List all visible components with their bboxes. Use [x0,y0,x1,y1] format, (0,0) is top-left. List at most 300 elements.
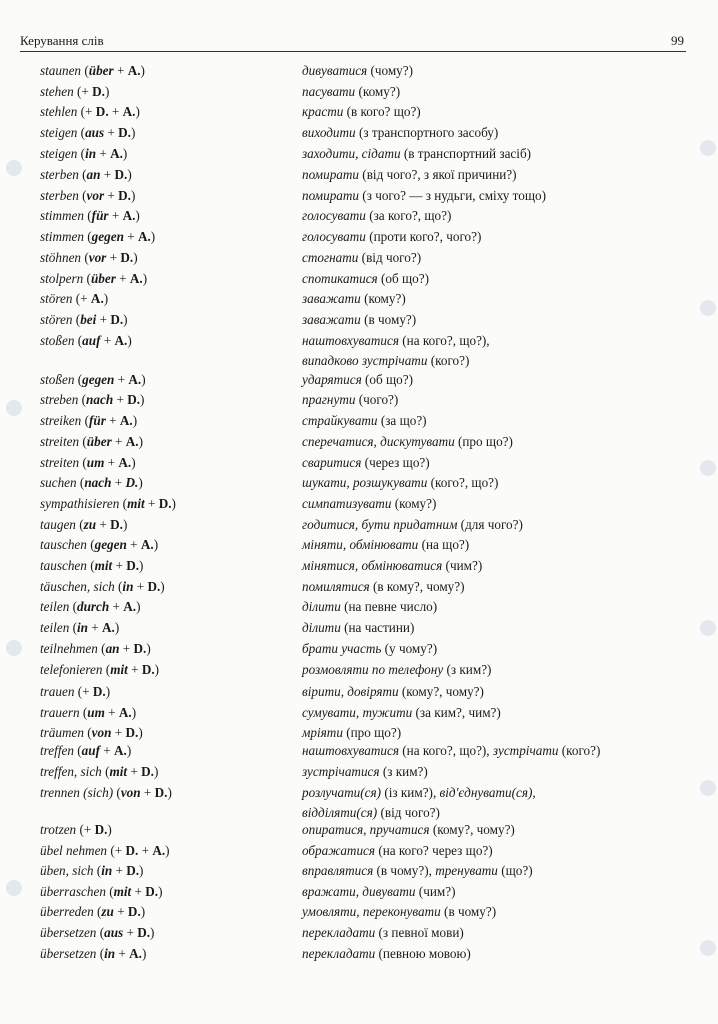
plain-text: ( [79,705,88,720]
german-verb [40,125,135,141]
plain-text: (про що?) [454,434,513,449]
plain-text: ) [105,684,111,699]
plain-text: (із ким?), [381,785,440,800]
term: trennen (sich) [40,785,114,800]
german-verb [40,291,108,307]
term: täuschen, sich [40,579,115,594]
preposition: zu [101,904,114,919]
case-marker: A. [125,434,139,449]
term: sterben [40,167,79,182]
ukrainian-translation-continued [302,805,440,821]
case-marker: D. [92,84,105,99]
term: тренувати [435,863,498,878]
ukrainian-translation [302,884,455,900]
plain-text: ) [146,641,151,656]
term: stehen [40,84,74,99]
case-marker: D. [94,822,108,837]
plain-text: + [131,884,146,899]
plain-text: ) [133,250,138,265]
plain-text: (на кого?, що?), [398,743,493,758]
plain-text: + [106,250,121,265]
term: спотикатися [302,271,378,286]
german-verb [40,764,158,780]
preposition: von [91,725,112,740]
plain-text: ) [127,333,132,348]
term: опиратися, пручатися [302,822,430,837]
preposition: in [122,579,134,594]
preposition: für [88,413,106,428]
plain-text: (+ [74,684,93,699]
ukrainian-translation [302,537,469,553]
case-marker: A. [118,705,132,720]
preposition: bei [80,312,97,327]
plain-text: ) [139,558,144,573]
ukrainian-translation [302,271,429,287]
plain-text: ( [83,725,92,740]
plain-text: (кого?) [558,743,601,758]
watermark-logo-icon [700,940,716,956]
german-verb [40,946,146,962]
plain-text: + [112,863,127,878]
plain-text: + [140,785,155,800]
plain-text: + [127,662,142,677]
plain-text: + [138,843,153,858]
plain-text: ) [171,496,176,511]
term: вражати, дивувати [302,884,416,899]
term: stören [40,312,73,327]
term: страйкувати [302,413,378,428]
plain-text: + [109,599,124,614]
plain-text: + [126,537,141,552]
plain-text: (кого?) [427,353,470,368]
term: помирати [302,188,359,203]
ukrainian-translation [302,641,437,657]
plain-text: + [96,146,111,161]
preposition: aus [104,925,124,940]
term: telefonieren [40,662,103,677]
plain-text: + [96,312,111,327]
case-marker: A. [128,372,142,387]
plain-text: (за що?) [377,413,427,428]
plain-text: ( [76,475,85,490]
plain-text: (об що?) [361,372,414,387]
case-marker: A. [119,413,133,428]
term: голосувати [302,208,366,223]
ukrainian-translation [302,455,430,471]
ukrainian-translation-continued [302,353,469,369]
case-marker: D. [126,863,140,878]
plain-text: ) [140,904,146,919]
ukrainian-translation [302,146,531,162]
preposition: um [87,705,105,720]
plain-text: (з ким?) [443,662,492,677]
term: від'єднувати(ся), [439,785,536,800]
case-marker: A. [123,599,137,614]
plain-text: + [113,904,128,919]
ukrainian-translation [302,333,490,349]
german-verb [40,620,119,636]
case-marker: D. [120,250,134,265]
term: trotzen [40,822,77,837]
plain-text: (через що?) [361,455,430,470]
case-marker: A. [129,946,142,961]
german-verb [40,684,110,700]
term: taugen [40,517,76,532]
term: мріяти [302,725,343,740]
case-marker: D. [154,785,168,800]
plain-text: (про що?) [342,725,402,740]
case-marker: D. [137,925,151,940]
plain-text: (+ [77,104,96,119]
watermark-logo-icon [700,620,716,636]
plain-text: + [104,455,119,470]
plain-text: ) [122,146,128,161]
ukrainian-translation [302,684,484,700]
running-header-title: Керування слів [20,33,104,48]
case-marker: D. [145,884,159,899]
plain-text: ( [72,312,81,327]
ukrainian-translation [302,167,517,183]
case-marker: D. [110,517,123,532]
plain-text: + [111,434,126,449]
plain-text: (в чому?) [360,312,417,327]
plain-text: ( [78,167,87,182]
plain-text: (з ким?) [379,764,428,779]
ukrainian-translation [302,843,493,859]
term: sterben [40,188,79,203]
ukrainian-translation [302,496,436,512]
preposition: aus [85,125,105,140]
ukrainian-translation [302,434,513,450]
plain-text: + [104,705,119,720]
watermark-logo-icon [700,460,716,476]
case-marker: D. [114,167,128,182]
german-verb [40,250,138,266]
plain-text: ) [158,884,163,899]
preposition: über [90,271,116,286]
plain-text: ( [77,125,86,140]
term: sympathisieren [40,496,120,511]
plain-text: ( [101,764,110,779]
german-verb [40,496,176,512]
watermark-logo-icon [700,140,716,156]
plain-text: (на частини) [340,620,415,635]
plain-text: ) [103,291,109,306]
german-verb [40,208,140,224]
ukrainian-translation [302,475,498,491]
term: überreden [40,904,94,919]
case-marker: A. [127,63,141,78]
plain-text: ) [167,785,172,800]
german-verb [40,104,140,120]
case-marker: D. [141,764,154,779]
plain-text: ( [74,333,83,348]
plain-text: ( [96,925,105,940]
plain-text: ) [140,392,145,407]
plain-text: (в кому?, чому?) [369,579,465,594]
german-verb [40,517,127,533]
term: trauern [40,705,80,720]
plain-text: ( [78,188,87,203]
watermark-logo-icon [6,160,22,176]
plain-text: ) [131,705,137,720]
watermark-logo-icon [6,640,22,656]
term: stoßen [40,333,75,348]
term: симпатизувати [302,496,392,511]
ukrainian-translation [302,904,496,920]
preposition: vor [88,250,107,265]
term: розлучати(ся) [302,785,382,800]
term: üben, sich [40,863,94,878]
ukrainian-translation [302,250,421,266]
plain-text: ) [126,743,132,758]
term: розмовляти по телефону [302,662,444,677]
preposition: mit [110,662,128,677]
german-verb [40,333,132,349]
plain-text: (певною мовою) [375,946,471,961]
plain-text: (чому?) [367,63,414,78]
ukrainian-translation [302,372,413,388]
term: stimmen [40,229,84,244]
case-marker: D. [127,904,141,919]
plain-text: + [88,620,103,635]
plain-text: + [119,641,134,656]
ukrainian-translation [302,84,400,100]
german-verb [40,925,154,941]
case-marker: D. [147,579,161,594]
plain-text: (в кого? що?) [343,104,421,119]
plain-text: (на кого?, що?), [398,333,490,348]
plain-text: (+ [72,291,91,306]
plain-text: ( [86,537,95,552]
plain-text: (кому?, чому?) [429,822,515,837]
plain-text: (що?) [497,863,533,878]
case-marker: D. [125,725,139,740]
ukrainian-translation [302,764,428,780]
plain-text: (для чого?) [457,517,523,532]
german-verb [40,84,109,100]
preposition: über [88,63,114,78]
plain-text: ) [130,188,136,203]
preposition: nach [84,475,112,490]
plain-text: ( [113,785,121,800]
ukrainian-translation [302,863,533,879]
german-verb [40,63,145,79]
case-marker: A. [137,229,151,244]
term: пасувати [302,84,356,99]
plain-text: ) [138,475,143,490]
case-marker: D. [126,558,140,573]
preposition: an [105,641,120,656]
plain-text: + [111,725,126,740]
plain-text: ) [138,434,143,449]
preposition: von [120,785,141,800]
term: наштовхуватися [302,333,399,348]
term: stöhnen [40,250,82,265]
term: виходити [302,125,356,140]
preposition: auf [82,333,101,348]
preposition: auf [81,743,100,758]
ukrainian-translation [302,558,482,574]
case-marker: A. [110,146,123,161]
plain-text: + [113,63,128,78]
preposition: in [101,863,113,878]
term: streiken [40,413,82,428]
plain-text: ( [79,434,87,449]
ukrainian-translation [302,63,413,79]
case-marker: A. [122,208,136,223]
term: stimmen [40,208,84,223]
german-verb [40,822,112,838]
plain-text: (на кого? через що?) [375,843,493,858]
german-verb [40,455,136,471]
german-verb [40,743,131,759]
preposition: um [86,455,105,470]
case-marker: A. [140,537,154,552]
german-verb [40,434,143,450]
german-verb [40,372,146,388]
plain-text: (в чому?), [373,863,436,878]
case-marker: D. [92,684,106,699]
plain-text: + [111,475,126,490]
ukrainian-translation [302,599,437,615]
plain-text: ( [81,63,89,78]
term: steigen [40,146,78,161]
plain-text: (чим?) [415,884,456,899]
plain-text: (кому?, чому?) [398,684,484,699]
ukrainian-translation [302,104,421,120]
term: умовляти, переконувати [302,904,441,919]
term: перекладати [302,946,376,961]
german-verb [40,413,137,429]
term: staunen [40,63,82,78]
case-marker: A. [90,291,104,306]
plain-text: (+ [76,822,95,837]
term: übersetzen [40,925,97,940]
preposition: gegen [91,229,124,244]
plain-text: (чого?) [355,392,399,407]
ukrainian-translation [302,188,546,204]
plain-text: + [115,271,130,286]
case-marker: A. [114,743,127,758]
german-verb [40,167,132,183]
term: випадково зустрічати [302,353,428,368]
plain-text: (проти кого?, чого?) [365,229,482,244]
plain-text: ( [83,229,92,244]
plain-text: (чим?) [442,558,483,573]
term: годитися, бути придатним [302,517,458,532]
preposition: zu [83,517,97,532]
plain-text: ( [69,620,77,635]
plain-text: ( [97,641,106,656]
german-verb [40,392,144,408]
plain-text: + [133,579,148,594]
plain-text: ) [122,517,128,532]
plain-text: (з певної мови) [375,925,464,940]
plain-text: (кому?) [355,84,401,99]
term: шукати, розшукувати [302,475,428,490]
german-verb [40,271,147,287]
plain-text: ( [81,250,89,265]
plain-text: ) [123,312,128,327]
plain-text: ) [154,662,160,677]
ukrainian-translation [302,925,464,941]
plain-text: (від чого?) [358,250,422,265]
plain-text: ( [105,884,114,899]
term: teilen [40,599,70,614]
plain-text: ( [83,271,91,286]
ukrainian-translation [302,620,414,636]
term: сперечатися, дискутувати [302,434,455,449]
plain-text: (за ким?, чим?) [412,705,501,720]
preposition: über [86,434,112,449]
plain-text: ( [73,743,82,758]
german-verb [40,725,143,741]
term: trauen [40,684,75,699]
term: steigen [40,125,78,140]
plain-text: (від чого?, з якої причини?) [359,167,517,182]
ukrainian-translation [302,725,401,741]
german-verb [40,641,151,657]
ukrainian-translation [302,413,427,429]
plain-text: + [112,558,127,573]
plain-text: ) [150,925,155,940]
plain-text: ) [130,125,136,140]
term: ділити [302,599,341,614]
german-verb [40,904,145,920]
term: stolpern [40,271,84,286]
plain-text: + [100,167,115,182]
plain-text: ( [75,517,84,532]
plain-text: (у чому?) [381,641,438,656]
plain-text: ) [139,863,144,878]
plain-text: ( [102,662,111,677]
plain-text: ) [140,63,145,78]
plain-text: ( [69,599,77,614]
plain-text: ( [86,558,95,573]
case-marker: D. [141,662,155,677]
plain-text: + [127,764,142,779]
ukrainian-translation [302,822,515,838]
term: перекладати [302,925,376,940]
german-verb [40,884,163,900]
plain-text: ) [138,725,143,740]
preposition: in [77,620,88,635]
german-verb [40,785,172,801]
case-marker: D. [118,188,131,203]
plain-text: ( [74,372,83,387]
preposition: in [104,946,116,961]
term: голосувати [302,229,366,244]
german-verb [40,312,128,328]
preposition: nach [86,392,114,407]
term: streiten [40,434,80,449]
plain-text: (за кого?, що?) [365,208,452,223]
term: наштовхуватися [302,743,399,758]
plain-text: ) [114,620,120,635]
ukrainian-translation [302,229,481,245]
term: сумувати, тужити [302,705,413,720]
preposition: gegen [82,372,115,387]
case-marker: A. [129,271,143,286]
plain-text: ( [79,455,87,470]
ukrainian-translation [302,291,406,307]
german-verb [40,475,143,491]
ukrainian-translation [302,392,398,408]
ukrainian-translation [302,785,536,801]
term: брати участь [302,641,382,656]
plain-text: ( [114,579,123,594]
